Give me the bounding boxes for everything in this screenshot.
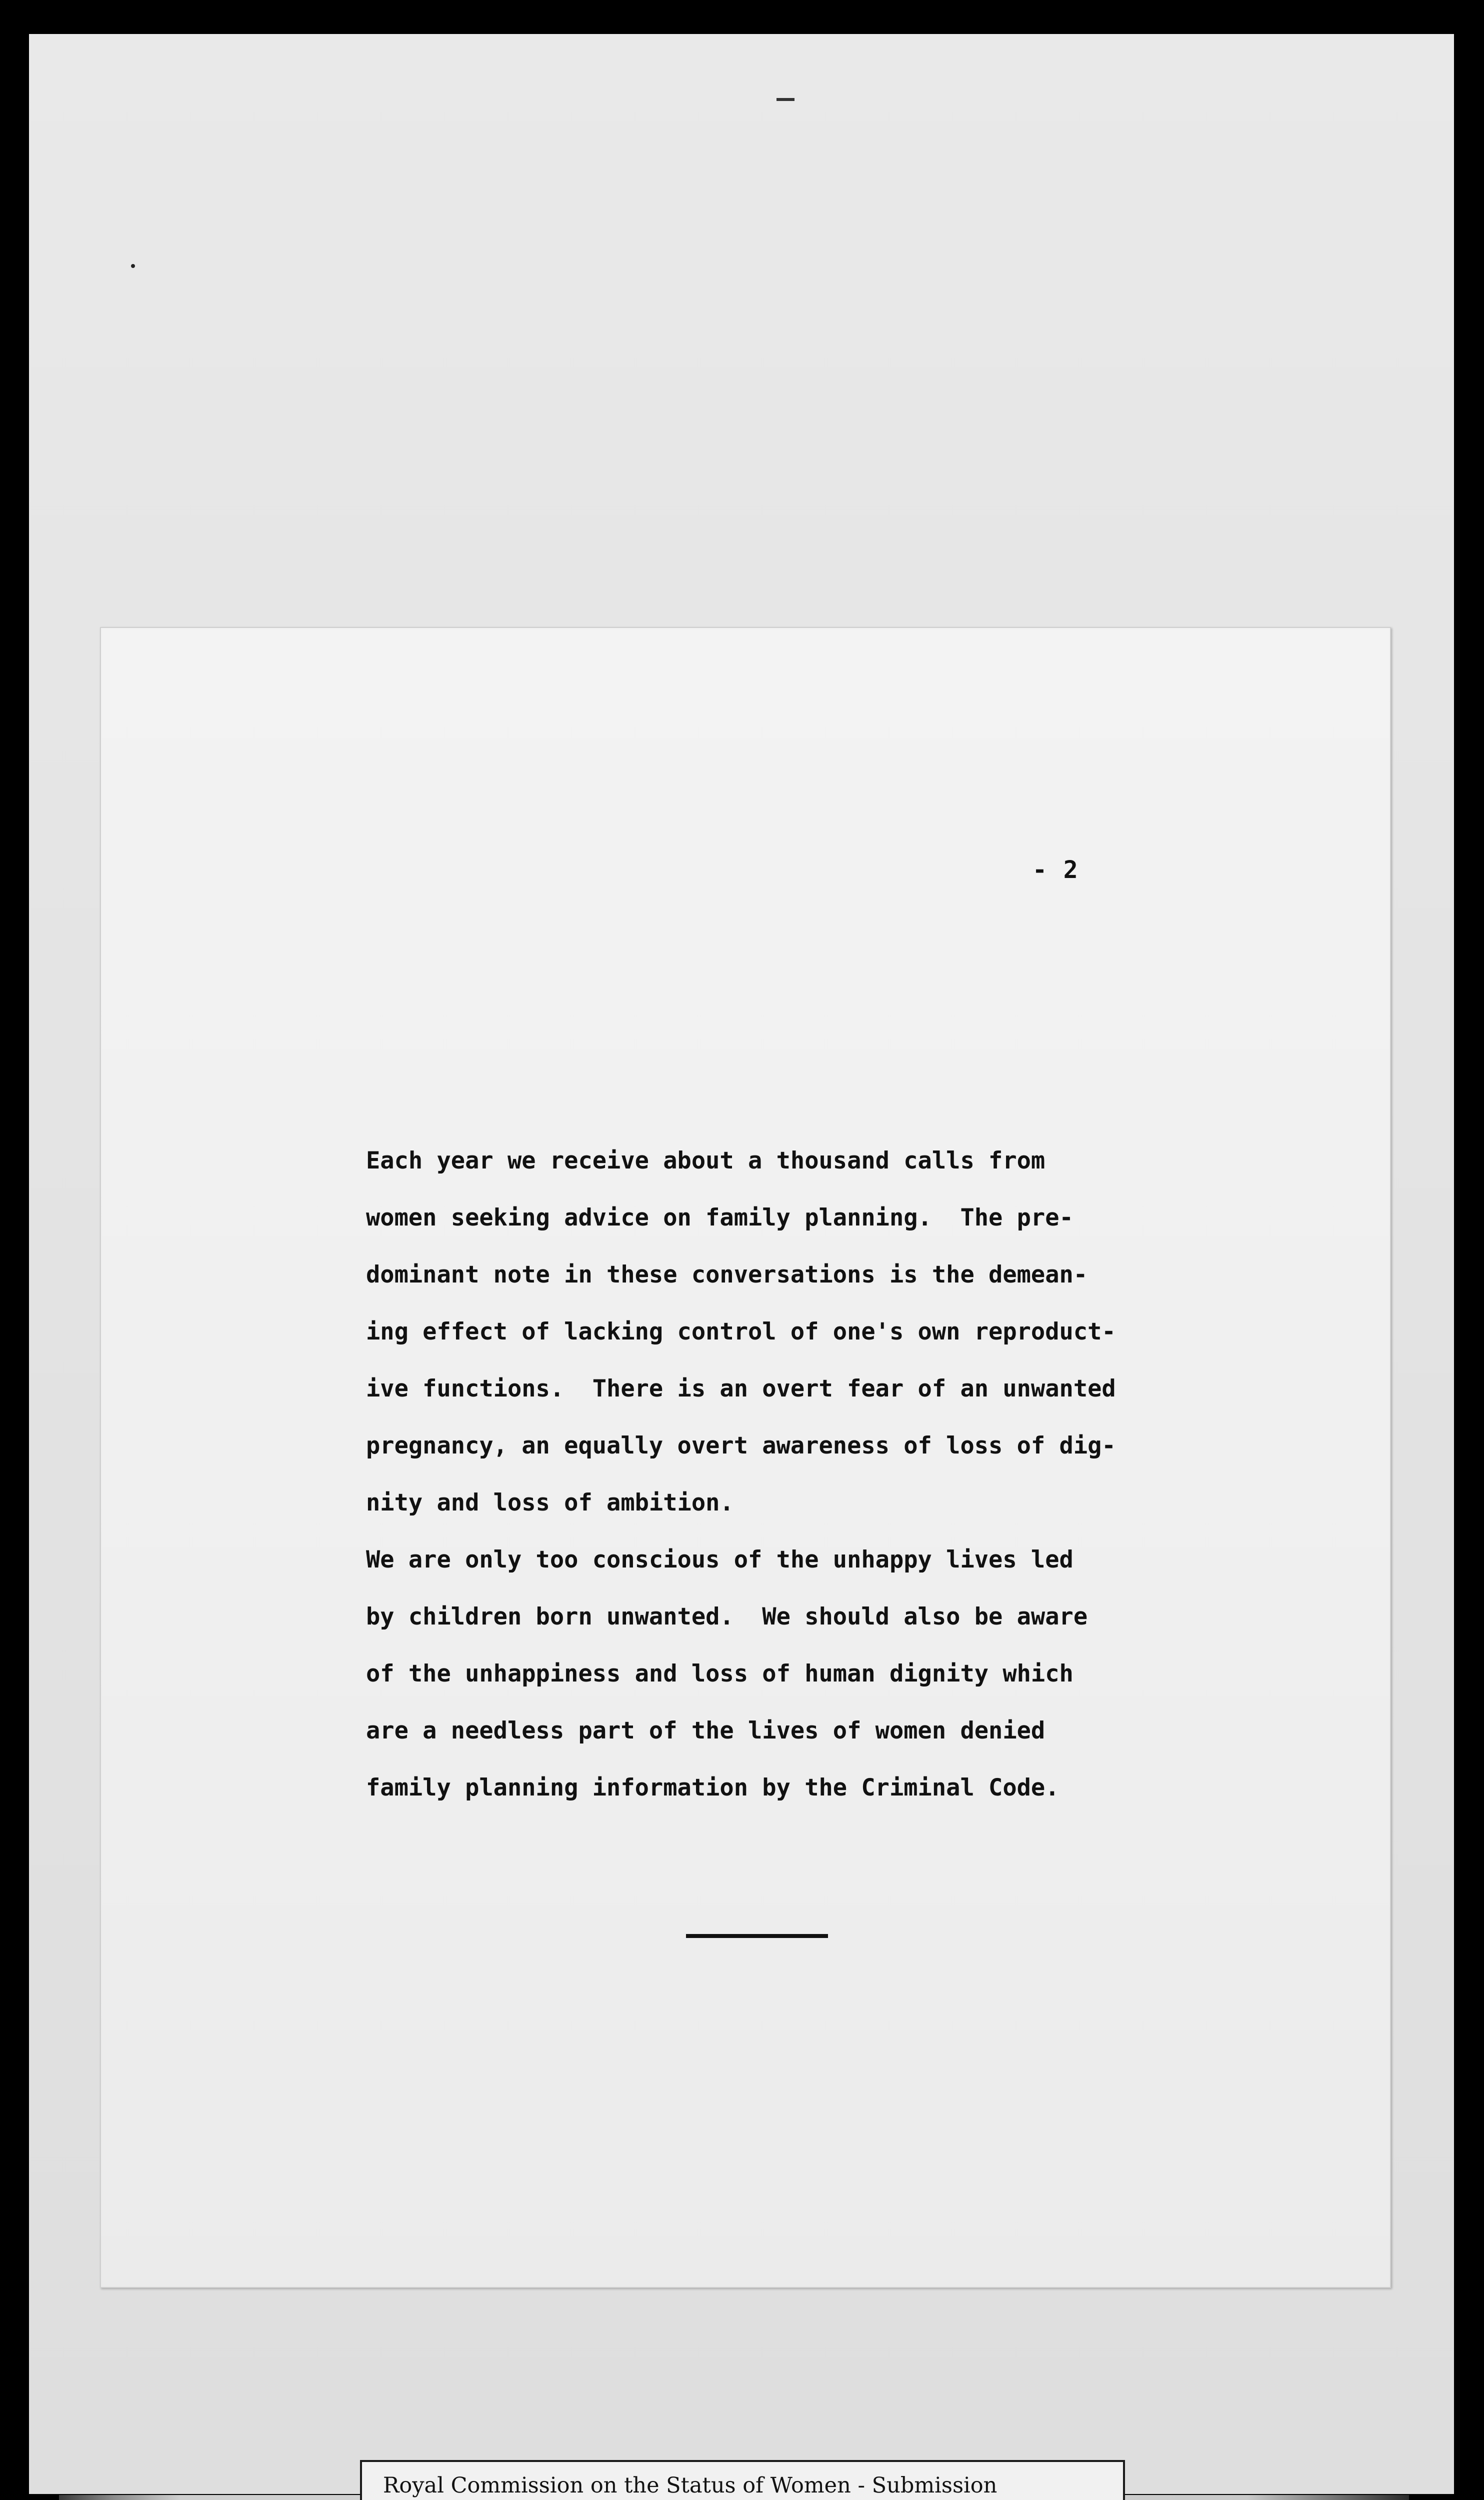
top-mark	[776, 98, 794, 101]
text-line: nity and loss of ambition.	[366, 1489, 734, 1516]
text-line: Each year we receive about a thousand calls from	[366, 1147, 1046, 1174]
page-number: - 2	[1032, 856, 1079, 884]
text-line: are a needless part of the lives of women denied	[366, 1717, 1046, 1744]
text-line: ing effect of lacking control of one's own reproduct-	[366, 1318, 1116, 1346]
text-line: of the unhappiness and loss of human dignity which	[366, 1660, 1074, 1688]
text-line: women seeking advice on family planning. The pre-	[366, 1204, 1074, 1232]
text-line: ive functions. There is an overt fear of an unwanted	[366, 1375, 1116, 1402]
archive-label	[360, 2460, 1125, 2500]
text-line: dominant note in these conversations is the demean-	[366, 1261, 1088, 1288]
text-line: We are only too conscious of the unhappy lives led	[366, 1546, 1074, 1574]
text-line: by children born unwanted. We should also be aware	[366, 1603, 1088, 1630]
end-rule	[686, 1934, 828, 1938]
speck	[131, 264, 135, 268]
archive-label-title: Royal Commission on the Status of Women - Submission	[383, 2473, 998, 2498]
body-paragraph	[366, 1132, 1226, 1816]
text-line: family planning information by the Criminal Code.	[366, 1774, 1060, 1802]
text-line: pregnancy, an equally overt awareness of loss of dig-	[366, 1432, 1116, 1460]
